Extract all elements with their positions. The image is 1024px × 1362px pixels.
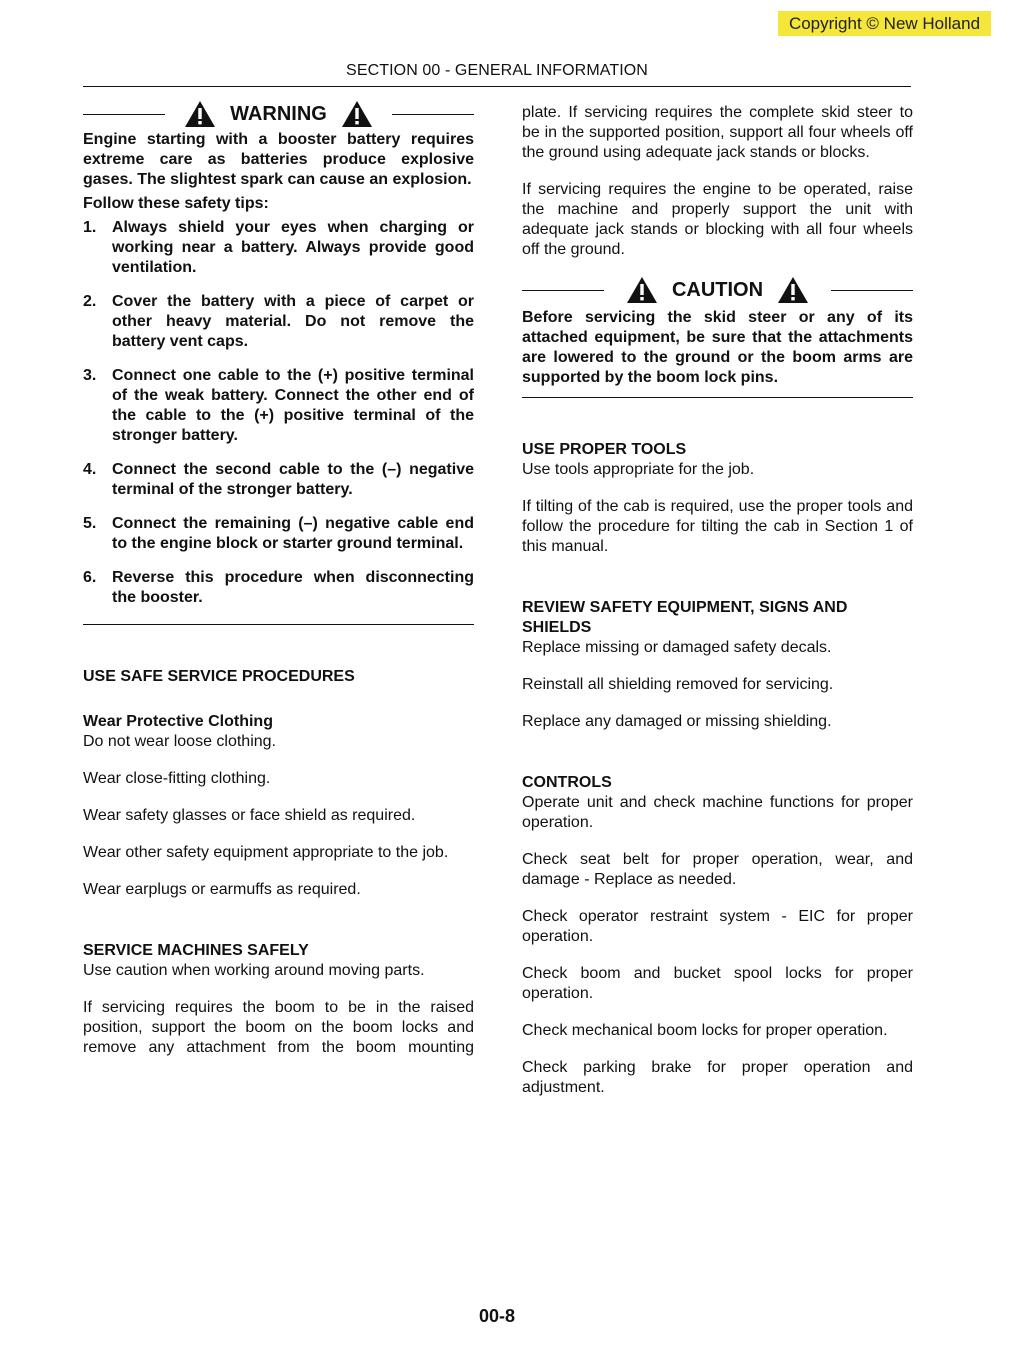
list-item: 2. Cover the battery with a piece of carpet or other heavy material. Do not remove the battery vent caps. bbox=[83, 293, 474, 350]
left-column bbox=[83, 98, 474, 1058]
right-column bbox=[522, 103, 913, 1098]
review-safety-heading: REVIEW SAFETY EQUIPMENT, SIGNS AND SHIELDS bbox=[522, 599, 848, 636]
service-machines-heading: SERVICE MACHINES SAFELY bbox=[83, 942, 309, 959]
controls-item: Operate unit and check machine functions for proper operation. bbox=[522, 794, 913, 831]
clothing-item: Wear safety glasses or face shield as required. bbox=[83, 807, 416, 824]
controls-item: Check operator restraint system - EIC for proper operation. bbox=[522, 908, 913, 945]
controls-item: Check seat belt for proper operation, wear, and damage - Replace as needed. bbox=[522, 851, 913, 888]
clothing-item: Do not wear loose clothing. bbox=[83, 733, 276, 750]
review-safety-text: Replace missing or damaged safety decals. bbox=[522, 639, 832, 656]
copyright-notice: Copyright © New Holland bbox=[778, 11, 991, 36]
controls-item: Check boom and bucket spool locks for proper operation. bbox=[522, 965, 913, 1002]
warning-intro: Engine starting with a booster battery requires extreme care as batteries produce explosive gases. The slightest spark can cause an explosion. bbox=[83, 131, 474, 188]
controls-item: Check parking brake for proper operation and adjustment. bbox=[522, 1059, 913, 1096]
service-machines-text: Use caution when working around moving parts. bbox=[83, 962, 425, 979]
review-safety-text: Reinstall all shielding removed for servicing. bbox=[522, 676, 834, 693]
clothing-item: Wear other safety equipment appropriate to the job. bbox=[83, 844, 449, 861]
controls-item: Check mechanical boom locks for proper operation. bbox=[522, 1022, 888, 1039]
exclamation-triangle-icon bbox=[777, 276, 809, 304]
caution-end-rule bbox=[522, 397, 913, 398]
warning-label: WARNING bbox=[230, 103, 327, 125]
engine-paragraph: If servicing requires the engine to be operated, raise the machine and properly support the unit with adequate jack stands or blocking with all four wheels off the ground. bbox=[522, 181, 913, 258]
clothing-item: Wear close-fitting clothing. bbox=[83, 770, 271, 787]
banner-rule-left bbox=[83, 114, 165, 115]
exclamation-triangle-icon bbox=[341, 100, 373, 128]
banner-rule-right bbox=[392, 114, 474, 115]
clothing-item: Wear earplugs or earmuffs as required. bbox=[83, 881, 361, 898]
caution-label: CAUTION bbox=[671, 279, 764, 301]
protective-clothing-heading: Wear Protective Clothing bbox=[83, 713, 273, 730]
review-safety-text: Replace any damaged or missing shielding. bbox=[522, 713, 832, 730]
list-item: 6. Reverse this procedure when disconnecting the booster. bbox=[83, 569, 474, 606]
proper-tools-heading: USE PROPER TOOLS bbox=[522, 441, 687, 458]
exclamation-triangle-icon bbox=[626, 276, 658, 304]
proper-tools-text: Use tools appropriate for the job. bbox=[522, 461, 755, 478]
list-item: 5. Connect the remaining (–) negative cable end to the engine block or starter ground terminal. bbox=[83, 515, 474, 552]
boom-paragraph-continued: plate. If servicing requires the complete skid steer to be in the supported position, support all four wheels off the ground using adequate jack stands or blocks. bbox=[522, 104, 913, 161]
banner-rule-left bbox=[522, 290, 604, 291]
list-item: 3. Connect one cable to the (+) positive terminal of the weak battery. Connect the other end of the cable to the (+) positive terminal of the stronger battery. bbox=[83, 367, 474, 444]
list-item: 4. Connect the second cable to the (–) negative terminal of the stronger battery. bbox=[83, 461, 474, 498]
list-item: 1. Always shield your eyes when charging or working near a battery. Always provide good ventilation. bbox=[83, 219, 474, 276]
tips-heading: Follow these safety tips: bbox=[83, 195, 269, 212]
safety-tips-list bbox=[83, 218, 474, 608]
header-divider bbox=[83, 86, 911, 87]
section-title: SECTION 00 - GENERAL INFORMATION bbox=[346, 62, 648, 79]
caution-banner bbox=[522, 274, 913, 306]
page-number: 00-8 bbox=[478, 1306, 516, 1326]
boom-paragraph: If servicing requires the boom to be in the raised position, support the boom on the boom locks and remove any attachment from the boom mounting bbox=[83, 999, 474, 1056]
proper-tools-paragraph: If tilting of the cab is required, use the proper tools and follow the procedure for tilting the cab in Section 1 of this manual. bbox=[522, 498, 913, 555]
banner-rule-right bbox=[831, 290, 913, 291]
controls-heading: CONTROLS bbox=[522, 774, 612, 791]
warning-banner bbox=[83, 98, 474, 130]
safe-service-heading: USE SAFE SERVICE PROCEDURES bbox=[83, 668, 355, 685]
warning-end-rule bbox=[83, 624, 474, 625]
caution-text: Before servicing the skid steer or any of its attached equipment, be sure that the attachments are lowered to the ground or the boom arms are supported by the boom lock pins. bbox=[522, 309, 913, 386]
exclamation-triangle-icon bbox=[184, 100, 216, 128]
